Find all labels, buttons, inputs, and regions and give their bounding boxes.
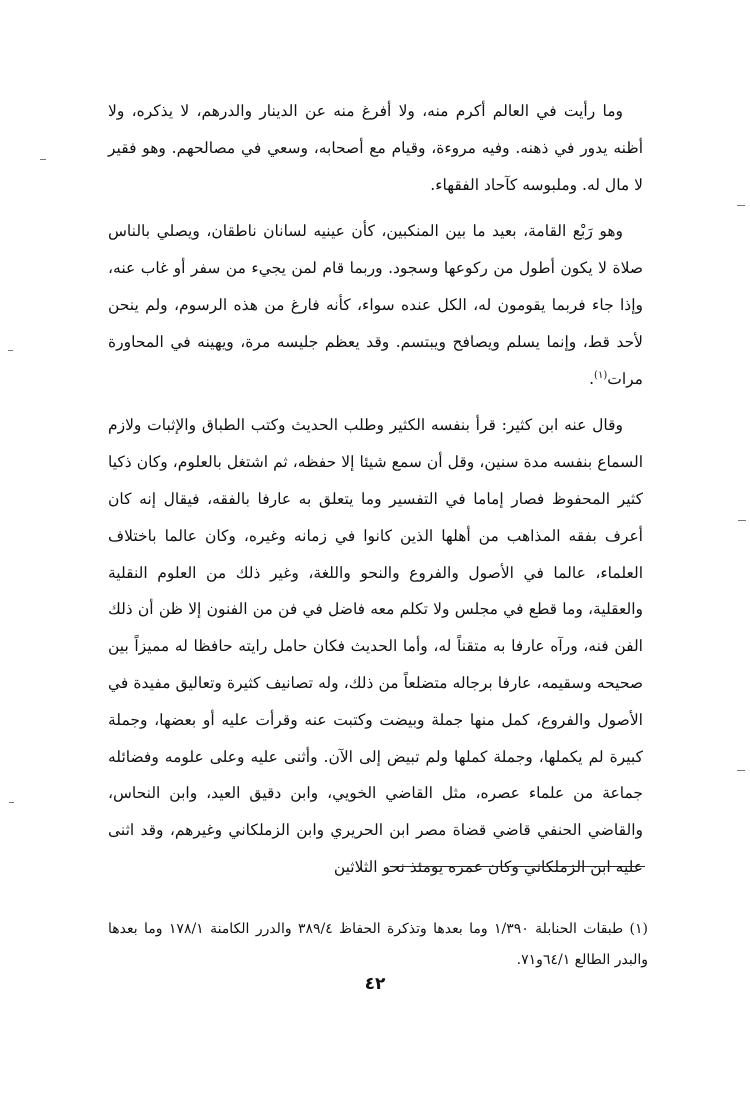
footnote-divider bbox=[390, 866, 645, 867]
scan-mark bbox=[738, 520, 746, 521]
main-text bbox=[108, 93, 643, 886]
scan-mark bbox=[9, 802, 14, 803]
paragraph-2-end: . bbox=[589, 369, 595, 388]
scan-mark bbox=[737, 205, 745, 206]
scan-mark bbox=[40, 159, 46, 160]
footnote-reference[interactable]: (١) bbox=[594, 369, 608, 381]
paragraph-2-text: وهو رَبْع القامة، بعيد ما بين المنكبين، كأن عينيه لسانان ناطقان، ويصلي بالناس صلاة لا يكون أطول من ركوعها وسجود. وربما قام لمن يجيء من سفر أو غاب عنه، وإذا جاء فربما يقومون له، الكل عنده سواء، كأنه فارغ من هذه الرسوم، ولم ينحن لأحد قط، وإنما يسلم ويصافح ويبتسم. وقد يعظم جليسه مرة، ويهينه في المحاورة مرات bbox=[108, 222, 643, 388]
footnote-1: (١) طبقات الحنابلة ١/٣٩٠ وما بعدها وتذكرة الحفاظ ٣٨٩/٤ والدرر الكامنة ١٧٨/١ وما بعدها والبدر الطالع ٦٤/١و٧١. bbox=[108, 921, 648, 968]
scan-mark bbox=[8, 350, 13, 351]
paragraph-3: وقال عنه ابن كثير: قرأ بنفسه الكثير وطلب الحديث وكتب الطباق والإثبات ولازم السماع بنفسه مدة سنين، وقل أن سمع شيئا إلا حفظه، ثم اشتغل بالعلوم، وكان ذكيا كثير المحفوظ فصار إماما في التفسير وما يتعلق به عارفا بالفقه، فيقال إنه كان أعرف بفقه المذاهب من أهلها الذين كانوا في زمانه وغيره، وكان عالما باختلاف العلماء، عالما في الأصول والفروع والنحو واللغة، وغير ذلك من العلوم النقلية والعقلية، وما قطع في مجلس ولا تكلم معه فاضل في فن من الفنون إلا ظن أن ذلك الفن فنه، ورآه عارفا به متقناً له، وأما الحديث فكان حامل رايته حافظا له مميزاً بين صحيحه وسقيمه، عارفا برجاله متضلعاً من ذلك، وله تصانيف كثيرة وتعاليق مفيدة في الأصول والفروع، كمل منها جملة وبيضت وكتبت عنه وقرأت عليه أو بعضها، وجملة كبيرة لم يكملها، وجملة كملها ولم تبيض إلى الآن. وأثنى عليه وعلى علومه وفضائله جماعة من علماء عصره، مثل القاضي الخويي، وابن دقيق العيد، وابن النحاس، والقاضي الحنفي قاضي قضاة مصر ابن الحريري وابن الزملكاني وغيرهم، وقد اثنى عليه ابن الزملكاني وكان عمره يومئذ نحو الثلاثين bbox=[108, 416, 643, 876]
paragraph-2 bbox=[108, 213, 643, 397]
page-number: ٤٢ bbox=[364, 974, 386, 994]
paragraph-1: وما رأيت في العالم أكرم منه، ولا أفرغ منه عن الدينار والدرهم، لا يذكره، ولا أظنه يدور في ذهنه. وفيه مروءة، وقيام مع أصحابه، وسعي في مصالحهم. وهو فقير لا مال له. وملبوسه كآحاد الفقهاء. bbox=[108, 102, 643, 194]
scan-mark bbox=[737, 770, 745, 771]
